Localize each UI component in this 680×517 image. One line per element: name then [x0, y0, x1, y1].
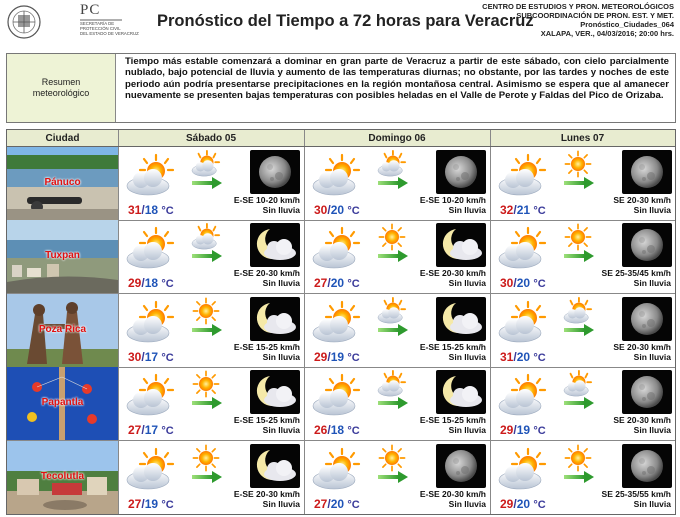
day-forecast-cell: [118, 294, 305, 367]
day-forecast-cell: [490, 147, 675, 220]
moon-icon: [622, 444, 672, 488]
office-line-2: SUBCOORDINACIÓN DE PRON. EST. Y MET.: [516, 11, 674, 20]
trend-arrow-icon: [564, 324, 594, 336]
day-forecast-cell: [304, 441, 491, 514]
temperature: [314, 203, 360, 217]
max-temp: 29: [500, 423, 514, 438]
wind-rain-info: [420, 268, 486, 288]
summary-label: Resumen meteorológico: [7, 54, 116, 122]
day-forecast-cell: [304, 294, 491, 367]
min-temp: 20: [516, 276, 531, 291]
min-temp: 20: [330, 496, 345, 511]
pc-logo-subtitle: SECRETARÍA DE PROTECCIÓN CIVIL DEL ESTADO DE VERACRUZ: [80, 21, 139, 36]
min-temp: 17: [144, 349, 159, 364]
temp-separator: /: [513, 276, 517, 291]
moon-icon: [436, 150, 486, 194]
day-forecast-cell: [304, 220, 491, 293]
max-temp: 27: [128, 496, 142, 511]
table-row: [7, 367, 675, 441]
temperature: [128, 276, 174, 290]
wind-speed: E-SE 10-20 km/h: [419, 195, 486, 205]
partly-cloudy-icon: [124, 300, 176, 344]
temp-unit: °C: [347, 278, 360, 291]
wind-speed: E-SE 10-20 km/h: [233, 195, 300, 205]
temp-separator: /: [513, 423, 517, 438]
trend-arrow-icon: [378, 324, 408, 336]
temp-separator: /: [513, 203, 517, 217]
temp-unit: °C: [533, 205, 546, 217]
wind-speed: SE 20-30 km/h: [613, 415, 671, 426]
summary-text: Tiempo más estable comenzará a dominar en gran parte de Veracruz a partir de este sábado, con cielo parcialmente nublado, bajo potencial de lluvia y aumento de las temperaturas diurnas; no obstante, por las tardes y noches de este periodo aún podría presentarse precipitaciones en la región montañosa central. Asimismo se espera que al amanecer nuevamente se presenten bajas temperaturas con posibles heladas en el Valle de Perote y Faldas del Pico de Orizaba.: [125, 56, 669, 102]
issue-date: XALAPA, VER., 04/03/2016; 20:00 hrs.: [540, 29, 674, 38]
temp-unit: °C: [161, 351, 174, 364]
max-temp: 29: [128, 276, 142, 291]
temp-separator: /: [141, 276, 145, 291]
min-temp: 20: [516, 496, 531, 511]
table-row: [7, 147, 675, 221]
min-temp: 17: [144, 423, 159, 438]
temp-separator: /: [141, 203, 145, 217]
temp-separator: /: [327, 423, 331, 438]
max-temp: 29: [314, 349, 328, 364]
rain-status: Sin lluvia: [633, 425, 671, 436]
table-row: [7, 441, 675, 514]
wind-speed: SE 25-35/55 km/h: [601, 488, 671, 499]
moon-icon: [436, 444, 486, 488]
rain-status: Sin lluvia: [633, 278, 671, 289]
city-name: Tecolutla: [40, 470, 85, 482]
day-forecast-cell: [118, 367, 305, 440]
max-temp: 31: [128, 203, 142, 217]
partly-cloudy-icon: [310, 153, 362, 197]
temp-unit: °C: [161, 205, 174, 217]
wind-rain-info: [613, 195, 671, 215]
rain-status: Sin lluvia: [633, 498, 671, 509]
trend-arrow-icon: [378, 471, 408, 483]
partly-cloudy-icon: [496, 447, 548, 491]
temp-separator: /: [141, 349, 145, 364]
trend-arrow-icon: [192, 250, 222, 262]
partly-cloudy-icon: [310, 373, 362, 417]
max-temp: 32: [500, 203, 514, 217]
min-temp: 21: [516, 203, 531, 217]
temperature: [128, 423, 174, 437]
wind-speed: E-SE 15-25 km/h: [419, 415, 486, 426]
partly-cloudy-icon: [496, 226, 548, 270]
rain-status: Sin lluvia: [448, 278, 486, 289]
city-name: Pánuco: [44, 177, 81, 188]
temp-unit: °C: [347, 425, 360, 438]
max-temp: 26: [314, 423, 328, 438]
city-cell: [7, 220, 119, 293]
city-cell: [7, 147, 119, 220]
temp-unit: °C: [161, 278, 174, 291]
wind-speed: E-SE 20-30 km/h: [419, 488, 486, 499]
trend-arrow-icon: [378, 397, 408, 409]
temp-separator: /: [327, 496, 331, 511]
partly-cloudy-icon: [124, 447, 176, 491]
wind-speed: E-SE 20-30 km/h: [233, 268, 300, 279]
wind-rain-info: [602, 268, 671, 288]
temperature: [500, 423, 546, 437]
temperature: [500, 276, 546, 290]
temp-unit: °C: [533, 498, 546, 511]
forecast-id: Pronóstico_Ciudades_064: [580, 20, 674, 29]
moon-icon: [622, 297, 672, 341]
max-temp: 30: [128, 349, 142, 364]
day-forecast-cell: [490, 294, 675, 367]
partly-cloudy-icon: [496, 300, 548, 344]
table-row: [7, 294, 675, 368]
table-header: [7, 130, 675, 147]
day-forecast-cell: [304, 367, 491, 440]
wind-speed: E-SE 20-30 km/h: [233, 488, 300, 499]
rain-status: Sin lluvia: [262, 278, 300, 289]
moon-icon: [622, 370, 672, 414]
pc-logo: PC: [80, 2, 101, 18]
temp-separator: /: [327, 203, 331, 217]
day-forecast-cell: [304, 147, 491, 220]
max-temp: 30: [500, 276, 514, 291]
moon-icon: [622, 223, 672, 267]
moon-icon: [622, 150, 672, 194]
wind-rain-info: [420, 415, 486, 435]
header-day-3: Lunes 07: [560, 132, 605, 144]
moon-cloud-icon: [436, 223, 486, 267]
rain-status: Sin lluvia: [448, 351, 486, 362]
temperature: [500, 497, 546, 511]
rain-status: Sin lluvia: [262, 205, 300, 215]
wind-rain-info: [234, 342, 300, 362]
table-row: [7, 220, 675, 294]
wind-rain-info: [420, 195, 486, 215]
wind-speed: SE 20-30 km/h: [613, 341, 671, 352]
forecast-table: [6, 129, 676, 515]
max-temp: 31: [500, 349, 514, 364]
temperature: [314, 350, 360, 364]
day-forecast-cell: [118, 147, 305, 220]
city-name: Poza Rica: [38, 323, 87, 335]
min-temp: 18: [144, 276, 159, 291]
city-cell: [7, 294, 119, 367]
temp-unit: °C: [533, 351, 546, 364]
trend-arrow-icon: [564, 177, 594, 189]
trend-arrow-icon: [192, 397, 222, 409]
header-day-1: Sábado 05: [118, 130, 305, 146]
page-header: [0, 0, 680, 48]
temp-separator: /: [141, 423, 145, 438]
max-temp: 29: [500, 496, 514, 511]
wind-rain-info: [234, 268, 300, 288]
rain-status: Sin lluvia: [448, 425, 486, 436]
temp-unit: °C: [533, 278, 546, 291]
min-temp: 19: [144, 496, 159, 511]
max-temp: 27: [314, 496, 328, 511]
office-line-1: CENTRO DE ESTUDIOS Y PRON. METEOROLÓGICOS: [482, 2, 674, 11]
city-cell: [7, 367, 119, 440]
wind-speed: SE 25-35/45 km/h: [601, 268, 671, 279]
temp-unit: °C: [347, 351, 360, 364]
temp-separator: /: [513, 349, 517, 364]
day-forecast-cell: [490, 441, 675, 514]
temperature: [128, 203, 174, 217]
temperature: [314, 276, 360, 290]
rain-status: Sin lluvia: [262, 351, 300, 362]
max-temp: 27: [128, 423, 142, 438]
wind-speed: E-SE 15-25 km/h: [233, 341, 300, 352]
day-forecast-cell: [490, 220, 675, 293]
header-city: Ciudad: [7, 130, 119, 146]
temp-unit: °C: [161, 498, 174, 511]
rain-status: Sin lluvia: [448, 205, 486, 215]
partly-cloudy-icon: [310, 447, 362, 491]
temperature: [500, 203, 546, 217]
temp-separator: /: [327, 276, 331, 291]
wind-rain-info: [234, 415, 300, 435]
moon-cloud-icon: [250, 223, 300, 267]
temp-separator: /: [513, 496, 517, 511]
wind-rain-info: [234, 489, 300, 509]
partly-cloudy-icon: [124, 153, 176, 197]
partly-cloudy-icon: [124, 226, 176, 270]
city-cell: [7, 441, 119, 514]
temperature: [128, 497, 174, 511]
wind-speed: SE 20-30 km/h: [613, 195, 671, 205]
moon-cloud-icon: [250, 297, 300, 341]
trend-arrow-icon: [564, 397, 594, 409]
min-temp: 20: [330, 276, 345, 291]
page-title: Pronóstico del Tiempo a 72 horas para Veracruz: [157, 12, 534, 30]
min-temp: 20: [330, 203, 345, 217]
temp-unit: °C: [161, 425, 174, 438]
wind-speed: E-SE 20-30 km/h: [419, 268, 486, 279]
day-forecast-cell: [118, 220, 305, 293]
office-info: [444, 2, 674, 38]
trend-arrow-icon: [564, 250, 594, 262]
rain-status: Sin lluvia: [262, 425, 300, 436]
wind-rain-info: [420, 489, 486, 509]
min-temp: 18: [330, 423, 345, 438]
wind-rain-info: [602, 489, 671, 509]
wind-speed: E-SE 15-25 km/h: [419, 341, 486, 352]
min-temp: 19: [330, 349, 345, 364]
rain-status: Sin lluvia: [633, 351, 671, 362]
moon-cloud-icon: [436, 370, 486, 414]
partly-cloudy-icon: [310, 300, 362, 344]
max-temp: 30: [314, 203, 328, 217]
day-forecast-cell: [490, 367, 675, 440]
min-temp: 18: [144, 203, 159, 217]
temperature: [314, 497, 360, 511]
rain-status: Sin lluvia: [633, 205, 671, 215]
temperature: [314, 423, 360, 437]
rain-status: Sin lluvia: [448, 498, 486, 509]
partly-cloudy-icon: [496, 373, 548, 417]
wind-rain-info: [613, 342, 671, 362]
moon-icon: [250, 150, 300, 194]
wind-rain-info: [420, 342, 486, 362]
temp-separator: /: [141, 496, 145, 511]
header-day-2: Domingo 06: [304, 130, 491, 146]
city-name: Tuxpan: [45, 250, 80, 262]
city-name: Papantla: [41, 397, 84, 409]
trend-arrow-icon: [564, 471, 594, 483]
temp-unit: °C: [347, 498, 360, 511]
trend-arrow-icon: [378, 177, 408, 189]
trend-arrow-icon: [192, 177, 222, 189]
temperature: [128, 350, 174, 364]
moon-cloud-icon: [436, 297, 486, 341]
min-temp: 20: [516, 349, 531, 364]
max-temp: 27: [314, 276, 328, 291]
temp-unit: °C: [347, 205, 360, 217]
temp-separator: /: [327, 349, 331, 364]
weather-summary: [6, 53, 676, 123]
wind-rain-info: [234, 195, 300, 215]
rain-status: Sin lluvia: [262, 498, 300, 509]
moon-cloud-icon: [250, 444, 300, 488]
trend-arrow-icon: [192, 324, 222, 336]
trend-arrow-icon: [192, 471, 222, 483]
temperature: [500, 350, 546, 364]
min-temp: 19: [516, 423, 531, 438]
partly-cloudy-icon: [496, 153, 548, 197]
wind-speed: E-SE 15-25 km/h: [233, 415, 300, 426]
moon-cloud-icon: [250, 370, 300, 414]
partly-cloudy-icon: [310, 226, 362, 270]
partly-cloudy-icon: [124, 373, 176, 417]
wind-rain-info: [613, 415, 671, 435]
trend-arrow-icon: [378, 250, 408, 262]
state-seal-icon: [6, 3, 42, 41]
temp-unit: °C: [533, 425, 546, 438]
day-forecast-cell: [118, 441, 305, 514]
